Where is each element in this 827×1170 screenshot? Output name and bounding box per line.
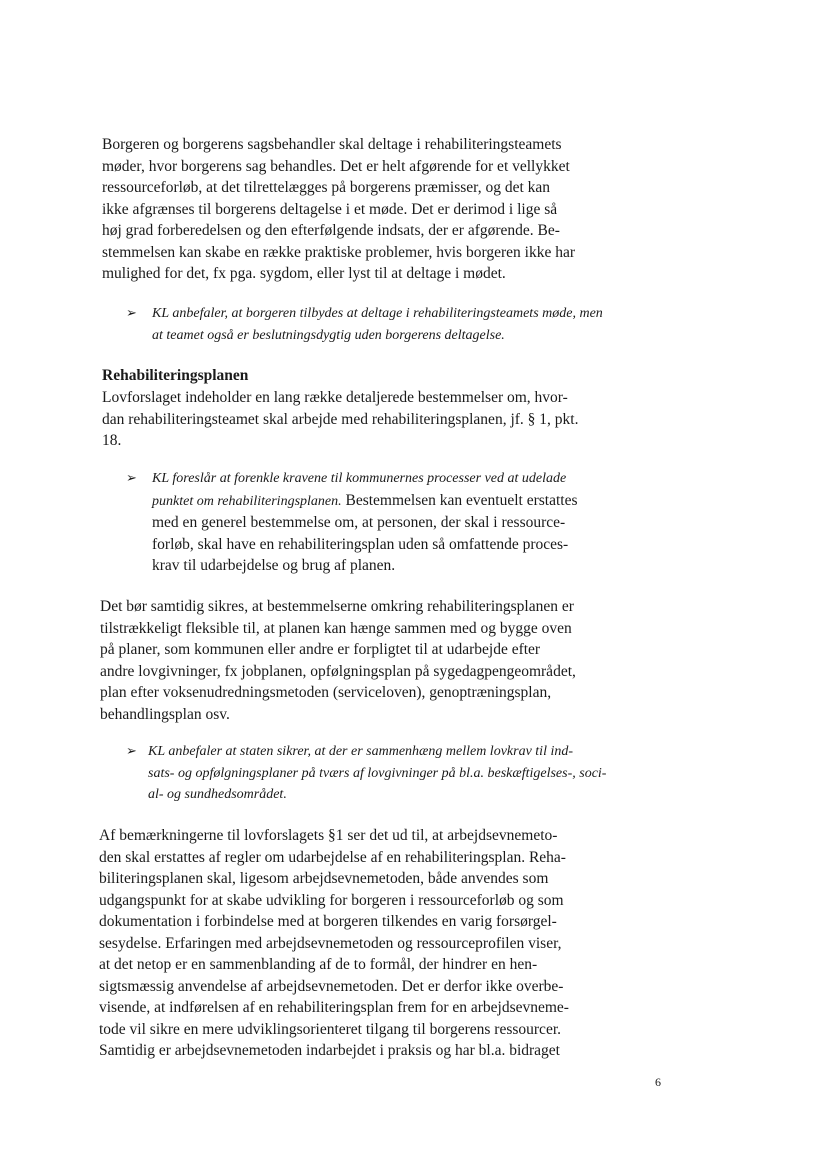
- arrow-bullet-icon: ➢: [126, 306, 137, 321]
- paragraph-line: stemmelsen kan skabe en række praktiske problemer, hvis borgeren ikke har: [102, 243, 575, 261]
- paragraph-line: at det netop er en sammenblanding af de to formål, der hindrer en hen-: [99, 956, 538, 973]
- recommendation-line: KL foreslår at forenkle kravene til kommunernes processer ved at udelade: [152, 471, 567, 486]
- recommendation-line: KL anbefaler, at borgeren tilbydes at deltage i rehabiliteringsteamets møde, men: [152, 306, 603, 321]
- recommendation-line: at teamet også er beslutningsdygtig uden borgerens deltagelse.: [152, 327, 505, 343]
- paragraph-line: ressourceforløb, at det tilrettelægges på borgerens præmisser, og det kan: [102, 179, 551, 196]
- arrow-bullet-icon: ➢: [126, 471, 137, 486]
- recommendation-line: med en generel bestemmelse om, at personen, der skal i ressource-: [152, 514, 566, 531]
- paragraph-line: tilstrækkeligt fleksible til, at planen kan hænge sammen med og bygge oven: [100, 619, 572, 637]
- paragraph-line: Borgeren og borgerens sagsbehandler skal deltage i rehabiliteringsteamets: [102, 136, 562, 153]
- recommendation-coherence: [148, 741, 606, 806]
- paragraph-line: Samtidig er arbejdsevnemetoden indarbejdet i praksis og har bl.a. bidraget: [99, 1042, 560, 1059]
- recommendation-emphasis: punktet om rehabiliteringsplanen.: [152, 493, 342, 509]
- recommendation-line: KL anbefaler at staten sikrer, at der er sammenhæng mellem lovkrav til ind-: [148, 744, 574, 759]
- recommendation-line: forløb, skal have en rehabiliteringsplan uden så omfattende proces-: [152, 535, 569, 553]
- paragraph-line: plan efter voksenudredningsmetoden (serviceloven), genoptræningsplan,: [100, 684, 552, 701]
- arrow-bullet-icon: ➢: [126, 744, 137, 759]
- recommendation-line: sats- og opfølgningsplaner på tværs af lovgivninger på bl.a. beskæftigelses-, soci-: [148, 765, 607, 781]
- paragraph-line: møder, hvor borgerens sag behandles. Det er helt afgørende for et vellykket: [102, 157, 570, 175]
- paragraph-work-ability: [99, 825, 569, 1062]
- paragraph-line: høj grad forberedelsen og den efterfølgende indsats, der er afgørende. Be-: [102, 222, 560, 239]
- paragraph-line: dokumentation i forbindelse med at borgeren tilkendes en varig forsørgel-: [99, 913, 557, 930]
- paragraph-line: den skal erstattes af regler om udarbejdelse af en rehabiliteringsplan. Reha-: [99, 848, 566, 866]
- paragraph-line: på planer, som kommunen eller andre er forpligtet til at udarbejde efter: [100, 641, 541, 658]
- paragraph-plan-intro: [102, 387, 578, 452]
- paragraph-line: tode vil sikre en mere udviklingsorienteret tilgang til borgerens ressourcer.: [99, 1020, 562, 1038]
- paragraph-line: andre lovgivninger, fx jobplanen, opfølgningsplan på sygedagpengeområdet,: [100, 662, 576, 680]
- recommendation-line: krav til udarbejdelse og brug af planen.: [152, 557, 396, 574]
- paragraph-line: ikke afgrænses til borgerens deltagelse i et møde. Det er derimod i lige så: [102, 200, 558, 218]
- paragraph-line: sigtsmæssig anvendelse af arbejdsevnemetoden. Det er derfor ikke overbe-: [99, 977, 564, 995]
- paragraph-line: udgangspunkt for at skabe udvikling for borgeren i ressourceforløb og som: [99, 891, 564, 909]
- paragraph-line: mulighed for det, fx pga. sygdom, eller lyst til at deltage i mødet.: [102, 265, 506, 282]
- paragraph-line: Af bemærkningerne til lovforslagets §1 ser det ud til, at arbejdsevnemeto-: [99, 827, 558, 844]
- paragraph-line: Lovforslaget indeholder en lang række detaljerede bestemmelser om, hvor-: [102, 389, 568, 406]
- paragraph-line: Det bør samtidig sikres, at bestemmelserne omkring rehabiliteringsplanen er: [100, 598, 574, 615]
- recommendation-simplify: [152, 468, 578, 577]
- page-number: 6: [655, 1075, 661, 1089]
- paragraph-line: sesydelse. Erfaringen med arbejdsevnemetoden og ressourceprofilen viser,: [99, 934, 562, 952]
- recommendation-text: Bestemmelsen kan eventuelt erstattes: [341, 491, 578, 509]
- recommendation-line: al- og sundhedsområdet.: [148, 787, 287, 802]
- paragraph-flexibility: [100, 596, 576, 725]
- paragraph-line: behandlingsplan osv.: [100, 705, 230, 723]
- paragraph-line: biliteringsplanen skal, ligesom arbejdsevnemetoden, både anvendes som: [99, 870, 549, 887]
- paragraph-line: 18.: [102, 432, 122, 449]
- paragraph-participation: [102, 134, 575, 285]
- recommendation-line: [152, 490, 578, 513]
- section-heading: Rehabiliteringsplanen: [102, 367, 249, 384]
- paragraph-line: visende, at indførelsen af en rehabiliteringsplan frem for en arbejdsevneme-: [99, 999, 569, 1016]
- recommendation-participation: [152, 303, 603, 346]
- paragraph-line: dan rehabiliteringsteamet skal arbejde med rehabiliteringsplanen, jf. § 1, pkt.: [102, 410, 579, 428]
